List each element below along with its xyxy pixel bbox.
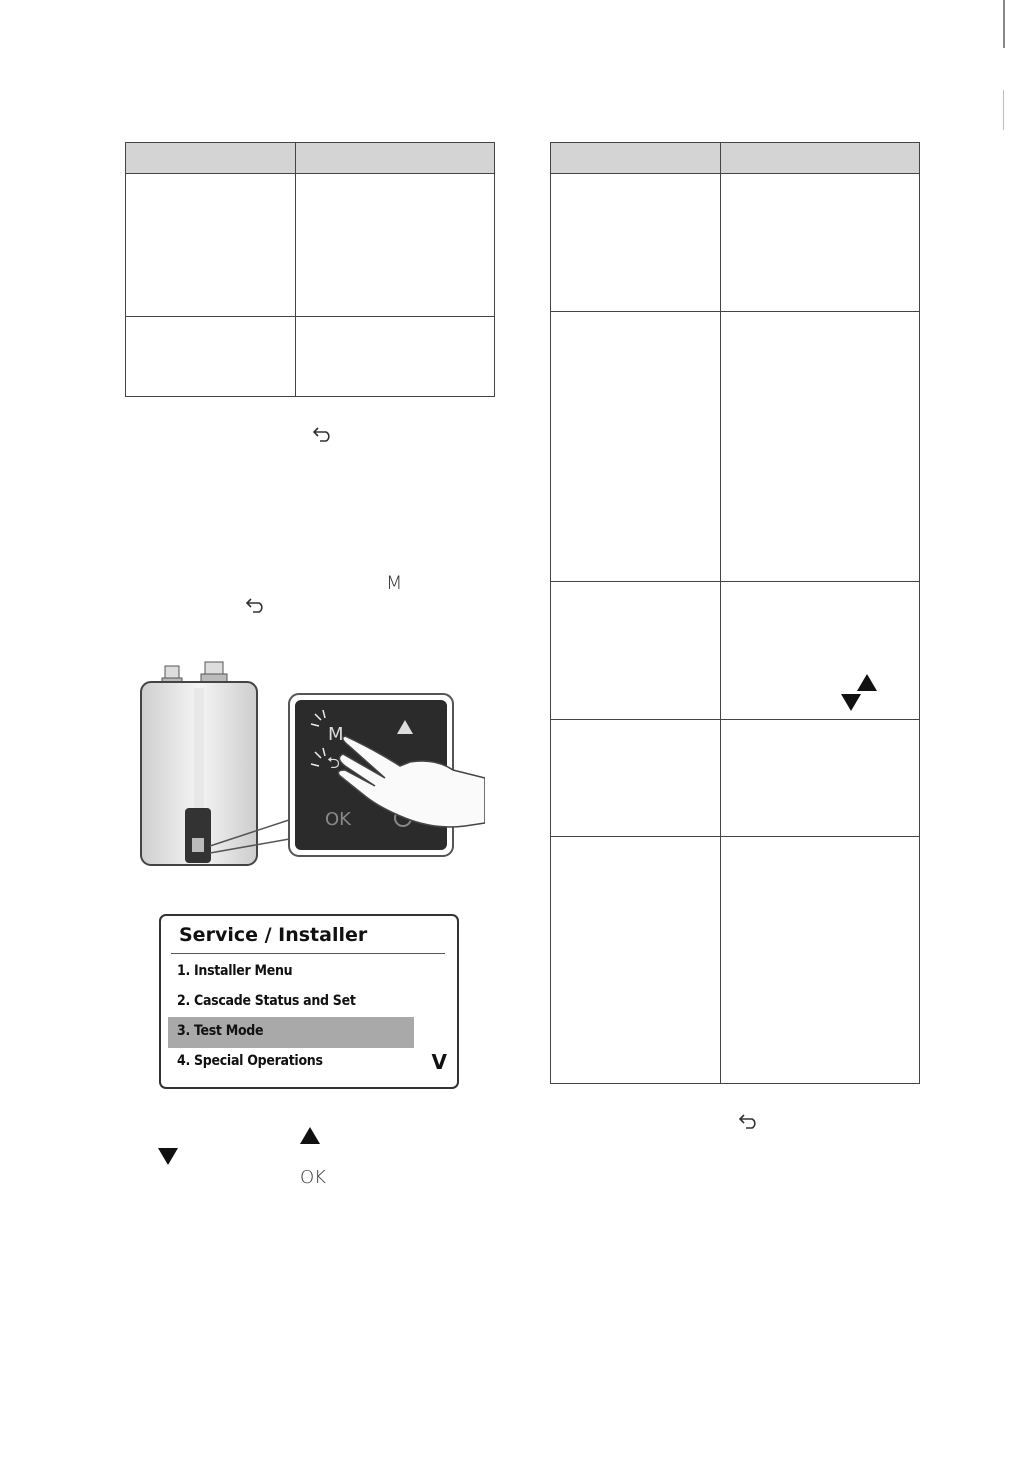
svg-text:OK: OK: [325, 809, 351, 830]
table-cell: [721, 174, 920, 312]
table-cell: [721, 837, 920, 1084]
triangle-down-icon: [841, 694, 861, 711]
table-cell: [296, 174, 495, 317]
back-arrow-icon: [312, 426, 334, 442]
service-installer-screen: [159, 914, 459, 1089]
menu-item-installer-menu[interactable]: 1. Installer Menu: [177, 963, 293, 979]
header-cell: [551, 143, 721, 174]
left-table: [125, 142, 495, 397]
table-cell: [126, 174, 296, 317]
table-cell: [296, 317, 495, 397]
table-cell: [551, 174, 721, 312]
menu-item-test-mode[interactable]: 3. Test Mode: [177, 1023, 264, 1039]
header-cell: [126, 143, 296, 174]
table-row: [551, 837, 920, 1084]
table-cell: [551, 720, 721, 837]
table-row: [126, 317, 495, 397]
menu-item-special-operations[interactable]: 4. Special Operations: [177, 1053, 323, 1069]
svg-text:M: M: [328, 724, 344, 745]
svg-text:⮌: ⮌: [327, 753, 340, 772]
triangle-up-icon: [300, 1127, 320, 1144]
scroll-down-indicator: V: [431, 1050, 447, 1074]
table-header-row: [126, 143, 495, 174]
table-row: [551, 582, 920, 720]
triangle-up-icon: [857, 674, 877, 691]
table-row: [551, 720, 920, 837]
ok-icon: OK: [300, 1167, 326, 1188]
water-heater-illustration: [135, 658, 485, 868]
right-table: [550, 142, 920, 1084]
table-row: [126, 174, 495, 317]
menu-item-cascade-status[interactable]: 2. Cascade Status and Set: [177, 993, 356, 1009]
table-cell: [721, 720, 920, 837]
back-arrow-icon: [738, 1113, 760, 1129]
table-row: [551, 174, 920, 312]
table-cell: [551, 837, 721, 1084]
table-cell: [551, 582, 721, 720]
header-cell: [721, 143, 920, 174]
header-cell: [296, 143, 495, 174]
back-arrow-icon: [245, 597, 267, 613]
screen-title: Service / Installer: [179, 924, 368, 946]
table-header-row: [551, 143, 920, 174]
table-cell: [126, 317, 296, 397]
margin-mark: [1003, 0, 1005, 48]
menu-m-icon: M: [386, 572, 403, 594]
table-cell: [721, 312, 920, 582]
table-cell: [721, 582, 920, 720]
margin-mark: [1003, 90, 1004, 130]
triangle-down-icon: [158, 1148, 178, 1165]
table-row: [551, 312, 920, 582]
divider: [171, 953, 445, 954]
table-cell: [551, 312, 721, 582]
